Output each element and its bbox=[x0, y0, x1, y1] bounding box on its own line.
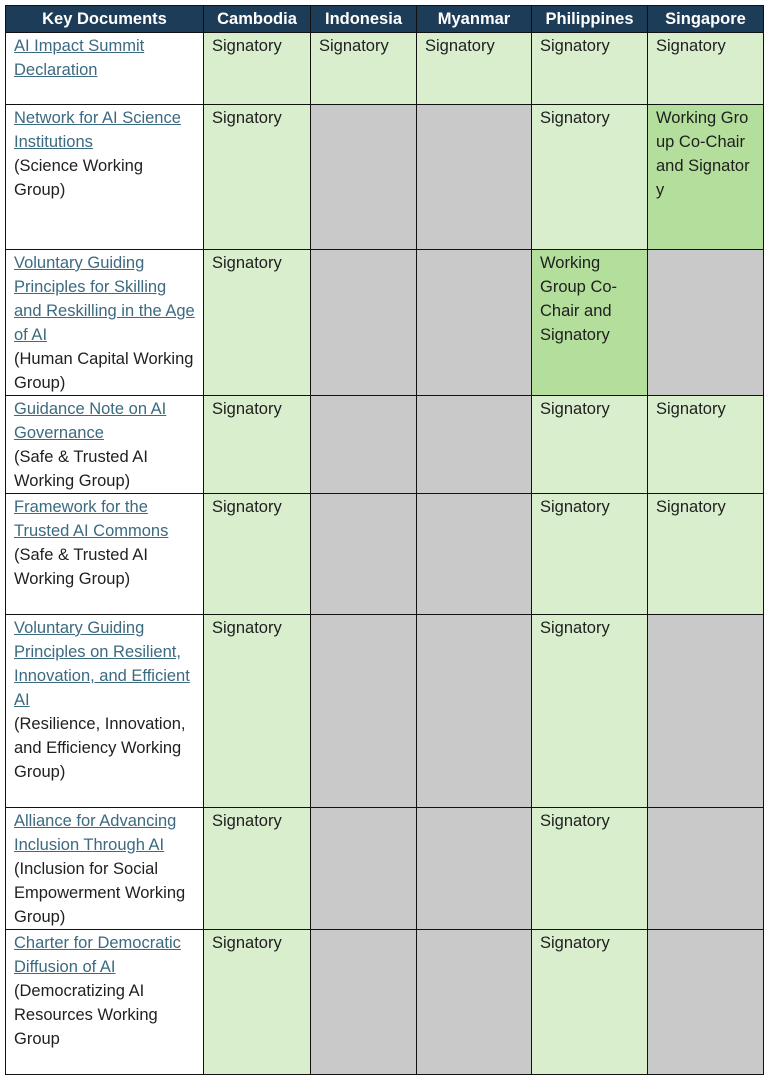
cell-myanmar bbox=[417, 808, 532, 930]
cell-cambodia: Signatory bbox=[204, 494, 311, 615]
cell-indonesia bbox=[311, 250, 417, 396]
document-link[interactable]: Network for AI Science Institutions bbox=[14, 109, 181, 151]
document-cell bbox=[6, 250, 204, 396]
document-link[interactable]: Voluntary Guiding Principles on Resilient, Innovation, and Efficient AI bbox=[14, 619, 190, 709]
document-cell bbox=[6, 494, 204, 615]
document-link[interactable]: Framework for the Trusted AI Commons bbox=[14, 498, 169, 540]
cell-cambodia: Signatory bbox=[204, 808, 311, 930]
key-documents-table bbox=[5, 5, 764, 1075]
cell-myanmar bbox=[417, 930, 532, 1075]
cell-cambodia: Signatory bbox=[204, 930, 311, 1075]
table-row bbox=[6, 494, 764, 615]
table-row bbox=[6, 930, 764, 1075]
cell-philippines: Signatory bbox=[532, 494, 648, 615]
document-link[interactable]: Voluntary Guiding Principles for Skilling and Reskilling in the Age of AI bbox=[14, 254, 195, 344]
table-row bbox=[6, 250, 764, 396]
cell-cambodia: Signatory bbox=[204, 33, 311, 105]
document-cell bbox=[6, 930, 204, 1075]
document-cell bbox=[6, 808, 204, 930]
cell-philippines: Signatory bbox=[532, 396, 648, 494]
cell-philippines: Signatory bbox=[532, 808, 648, 930]
cell-indonesia bbox=[311, 808, 417, 930]
header-philippines: Philippines bbox=[532, 6, 648, 33]
header-myanmar: Myanmar bbox=[417, 6, 532, 33]
cell-myanmar bbox=[417, 396, 532, 494]
cell-philippines: Signatory bbox=[532, 615, 648, 808]
working-group-note: (Human Capital Working Group) bbox=[14, 350, 194, 392]
cell-philippines: Signatory bbox=[532, 105, 648, 250]
table-row bbox=[6, 33, 764, 105]
cell-singapore bbox=[648, 930, 764, 1075]
cell-cambodia: Signatory bbox=[204, 396, 311, 494]
working-group-note: (Safe & Trusted AI Working Group) bbox=[14, 546, 148, 588]
header-singapore: Singapore bbox=[648, 6, 764, 33]
cell-myanmar bbox=[417, 615, 532, 808]
table-row bbox=[6, 396, 764, 494]
cell-indonesia: Signatory bbox=[311, 33, 417, 105]
cell-myanmar bbox=[417, 250, 532, 396]
cell-cambodia: Signatory bbox=[204, 105, 311, 250]
cell-philippines: Working Group Co-Chair and Signatory bbox=[532, 250, 648, 396]
header-key-documents: Key Documents bbox=[6, 6, 204, 33]
cell-indonesia bbox=[311, 615, 417, 808]
document-cell bbox=[6, 33, 204, 105]
cell-singapore: Signatory bbox=[648, 494, 764, 615]
table-row bbox=[6, 615, 764, 808]
cell-singapore: Working Group Co-Chair and Signatory bbox=[648, 105, 764, 250]
document-cell bbox=[6, 396, 204, 494]
working-group-note: (Inclusion for Social Empowerment Working Group) bbox=[14, 860, 186, 926]
cell-indonesia bbox=[311, 105, 417, 250]
cell-cambodia: Signatory bbox=[204, 615, 311, 808]
header-row bbox=[6, 6, 764, 33]
cell-singapore: Signatory bbox=[648, 33, 764, 105]
document-link[interactable]: Alliance for Advancing Inclusion Through AI bbox=[14, 812, 177, 854]
table-row bbox=[6, 105, 764, 250]
cell-myanmar bbox=[417, 494, 532, 615]
table-row bbox=[6, 808, 764, 930]
document-link[interactable]: Guidance Note on AI Governance bbox=[14, 400, 167, 442]
working-group-note: (Science Working Group) bbox=[14, 157, 143, 199]
header-cambodia: Cambodia bbox=[204, 6, 311, 33]
cell-myanmar: Signatory bbox=[417, 33, 532, 105]
cell-indonesia bbox=[311, 930, 417, 1075]
cell-singapore: Signatory bbox=[648, 396, 764, 494]
cell-philippines: Signatory bbox=[532, 930, 648, 1075]
cell-indonesia bbox=[311, 396, 417, 494]
document-link[interactable]: AI Impact Summit Declaration bbox=[14, 37, 145, 79]
working-group-note: (Resilience, Innovation, and Efficiency Working Group) bbox=[14, 715, 186, 781]
cell-cambodia: Signatory bbox=[204, 250, 311, 396]
document-link[interactable]: Charter for Democratic Diffusion of AI bbox=[14, 934, 181, 976]
cell-myanmar bbox=[417, 105, 532, 250]
working-group-note: (Safe & Trusted AI Working Group) bbox=[14, 448, 148, 490]
header-indonesia: Indonesia bbox=[311, 6, 417, 33]
document-cell bbox=[6, 615, 204, 808]
cell-singapore bbox=[648, 808, 764, 930]
working-group-note: (Democratizing AI Resources Working Group bbox=[14, 982, 158, 1048]
cell-singapore bbox=[648, 250, 764, 396]
cell-indonesia bbox=[311, 494, 417, 615]
cell-singapore bbox=[648, 615, 764, 808]
cell-philippines: Signatory bbox=[532, 33, 648, 105]
document-cell bbox=[6, 105, 204, 250]
